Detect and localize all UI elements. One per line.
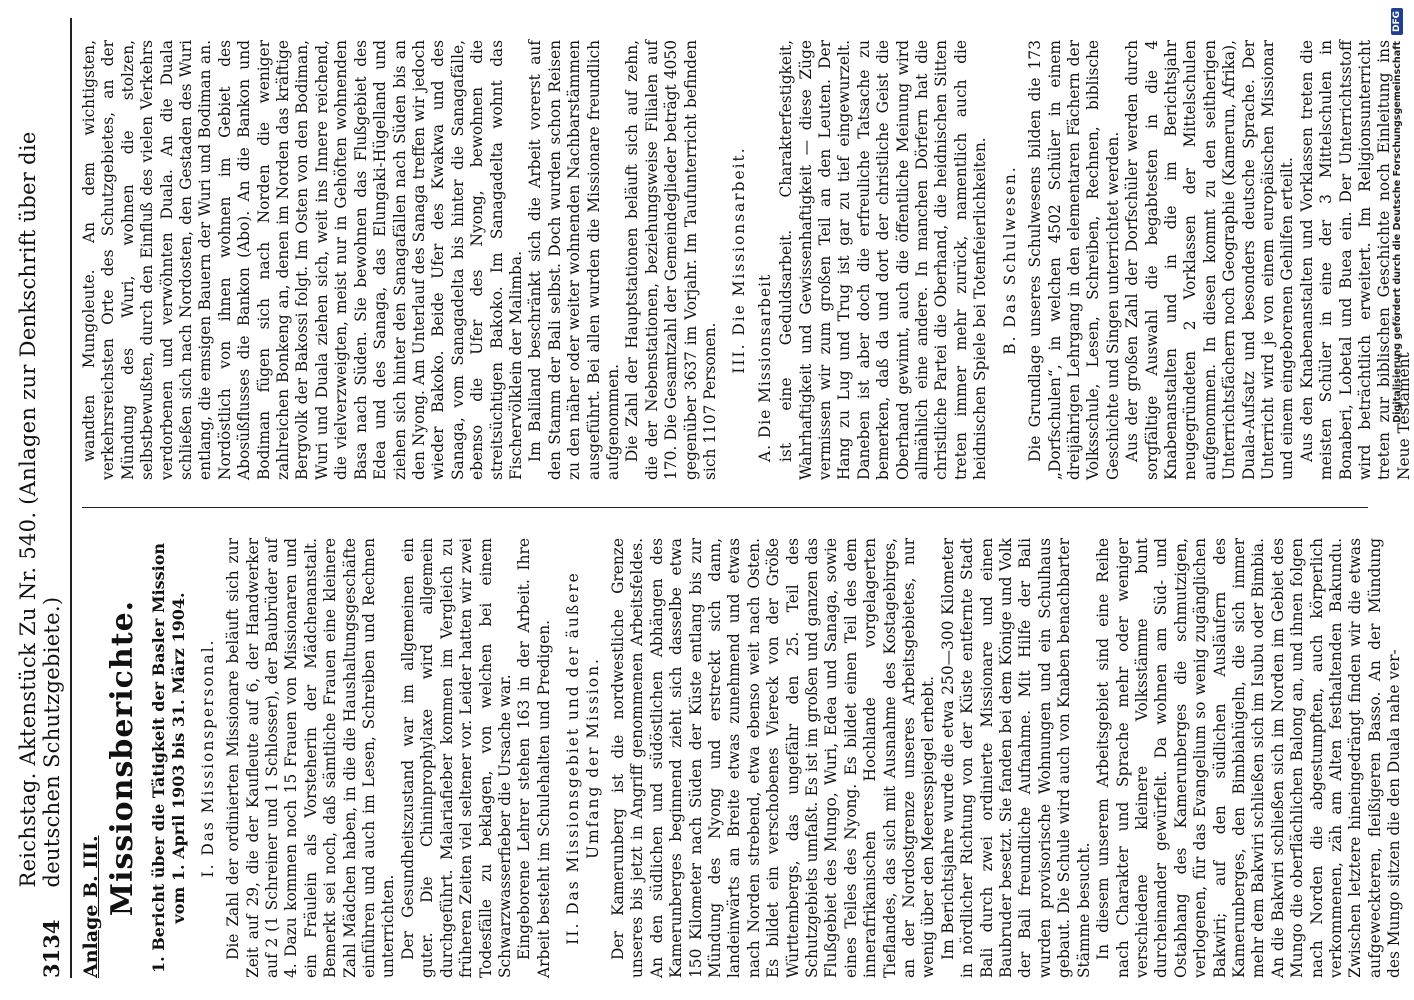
page-header — [18, 18, 64, 978]
paragraph: Im Baliland beschränkt sich die Arbeit vorerst auf den Stamm der Bali selbst. Doch wurden schon Reisen zu den näher oder weiter wohnenden Nachbarstämmen ausgeführt. Bei allen wurden die Missionare freundlich aufgenommen. — [526, 40, 622, 480]
paragraph: Im Berichtsjahre wurde die etwa 250—300 Kilometer in nördlicher Richtung von der Küste entfernte Stadt Bali durch zwei ordinierte Missionare und einen Baubruder besetzt. Sie fanden bei dem Könige und Volk der Bali freundliche Aufnahme. Mit Hilfe der Bali wurden provisorische Wohnungen und ein Schulhaus gebaut. Die Schule wird auch von Knaben benachbarter Stämme besucht. — [938, 538, 1093, 978]
paragraph: Aus den Knabenanstalten und Vorklassen treten die meisten Schüler in eine der 3 Mittelschulen in Bonaberi, Lobetal und Buea ein. Der Unterrichtsstoff wird beträchtlich erweitert. Im Religionsunterricht treten zur biblischen Geschichte noch Einleitung ins Neue Testament — [1297, 40, 1413, 480]
paragraph: Die Grundlage unseres Schulwesens bilden die 173 „Dorfschulen“, in welchen 4502 Schüler in einem dreijährigen Lehrgang in den elementaren Fächern der Volksschule, Lesen, Schreiben, Rechnen, biblische Geschichte und Singen unterrichtet werden. — [1026, 40, 1122, 480]
digitization-sidebar — [1386, 8, 1408, 992]
report-title: 1. Bericht über die Tätigkeit der Basler Mission vom 1. April 1903 bis 31. März 1904. — [148, 542, 188, 974]
header-rule — [70, 18, 72, 978]
column-divider — [82, 507, 1368, 508]
section-heading: I. Das Missionspersonal. — [198, 638, 217, 878]
paragraph: Der Gesundheitszustand war im allgemeinen ein guter. Die Chininprophylaxe wird allgemein durchgeführt. Malariafieber kommen im Vergleich zu früheren Zeiten viel seltener vor. Leider hatten wir zwei Todesfälle zu beklagen, von welchen bei einem Schwarzwasserfieber die Ursache war. — [398, 538, 514, 978]
section-heading: II. Das Missionsgebiet und der äußere Umfang der Mission. — [564, 571, 602, 945]
dfg-logo: DFG — [1391, 8, 1403, 35]
paragraph: ist eine Geduldsarbeit. Charakterfestigkeit, Wahrhaftigkeit und Gewissenhaftigkeit — diese Züge vermissen wir zum großen Teil an den Leuten. Der Hang zu Lug und Trug ist gar zu tief eingewurzelt. Daneben ist aber doch die erfreuliche Tatsache zu bemerken, daß da und dort der christliche Geist die Oberhand gewinnt, auch die öffentliche Meinung wird allmählich eine andere. In manchen Dörfern hat die christliche Partei die Oberhand, die heidnischen Sitten treten immer mehr zurück, namentlich auch die heidnischen Spiele bei Totenfeierlichkeiten. — [777, 40, 990, 480]
paragraph: Der Kamerunberg ist die nordwestliche Grenze unseres bis jetzt in Angriff genommenen Arbeitsfeldes. An den südlichen und südöstlichen Abhängen des Kamerunberges beginnend zieht sich dasselbe etwa 150 Kilometer nach Süden der Küste entlang bis zur Mündung des Nyong und erstreckt sich dann, landeinwärts an Breite etwas zunehmend und etwas nach Norden strebend, etwa ebenso weit nach Osten. Es bildet ein verschobenes Viereck von der Größe Württembergs, das ungefähr den 25. Teil des Schutzgebiets umfaßt. Es ist im großen und ganzen das Flußgebiet des Mungo, Wuri, Edea und Sanaga, sowie eines Teiles des Nyong. Es bildet einen Teil des dem innerafrikanischen Hochlande vorgelagerten Tieflandes, das sich mit Ausnahme des Kostagebirges, an der Nordostgrenze unseres Arbeitsgebietes, nur wenig über den Meeresspiegel erhebt. — [608, 538, 938, 978]
main-title: Missionsberichte. — [105, 599, 141, 917]
paragraph: wandten Mungoleute. An dem wichtigsten, verkehrsreichsten Orte des Schutzgebietes, an der Mündung des Wuri, wohnen die stolzen, selbstbewußten, durch den Einfluß des vielen Verkehrs verdorbenen und verwöhnten Duala. An die Duala schließen sich nach Nordosten, den Gestaden des Wuri entlang, die emsigen Bauern der Wuri und Bodiman an. Nordöstlich von ihnen wohnen im Gebiet des Abosüßflusses die Bankon (Abo). An die Bankon und Bodiman fügen sich nach Norden die weniger zahlreichen Bonkeng an, denen im Norden das kräftige Bergvolk der Bakossi folgt. Im Osten von den Bodiman, Wuri und Duala ziehen sich, weit ins Innere reichend, die vielverzweigten, meist nur in Gehöften wohnenden Basa nach Süden. Sie bewohnen das Flußgebiet des Edea und des Sanaga, das Elungaki-Hügelland und ziehen sich hinter den Sanagafällen nach Süden bis an den Nyong. Am Unterlauf des Sanaga treffen wir jedoch wieder Bakoko. Beide Ufer des Kwakwa und des Sanaga, vom Sanagadelta bis hinter die Sanagafälle, ebenso die Ufer des Nyong, bewohnen die streitsüchtigen Bakoko. Im Sanagadelta wohnt das Fischervölklein der Malimba. — [80, 40, 525, 480]
paragraph: Die Zahl der Hauptstationen beläuft sich auf zehn, die der Nebenstationen, beziehungsweise Filialen auf 170. Die Gesamtzahl der Gemeindeglieder beträgt 4050 gegenüber 3637 im Vorjahr. Im Taufunterricht befinden sich 1107 Personen. — [623, 40, 719, 480]
subsection-heading: A. Die Missionsarbeit — [755, 273, 774, 462]
paragraph: Aus der großen Zahl der Dorfschüler werden durch sorgfältige Auswahl die begabtesten in die 4 Knabenanstalten und in die im Berichtsjahr neugegründeten 2 Vorklassen der Mittelschulen aufgenommen. In diesen kommt zu den seitherigen Unterrichtsfächern noch Geographie (Kamerun, Afrika), Duala-Aufsatz und besonders deutsche Sprache. Der Unterricht wird je von einem europäischen Missionar und einem eingeborenen Gehilfen erteilt. — [1123, 40, 1297, 480]
page-number: 3134 — [39, 919, 64, 978]
left-column — [80, 538, 1404, 978]
digitization-credit: Digitalisierung gefördert durch die Deutsche Forschungsgemeinschaft — [1391, 41, 1403, 423]
section-heading: III. Die Missionsarbeit. — [730, 146, 749, 374]
subsection-heading: B. Das Schulwesen. — [1000, 165, 1019, 355]
paragraph: Eingeborene Lehrer stehen 163 in der Arbeit. Ihre Arbeit besteht im Schulehalten und Predigen. — [515, 538, 553, 978]
paragraph: Die Zahl der ordinierten Missionare beläuft sich zur Zeit auf 29, die der Kaufleute auf 6, der Handwerker auf 2 (1 Schreiner und 1 Schlosser), der Baubrüder auf 4. Dazu kommen noch 15 Frauen von Missionaren und ein Fräulein als Vorsteherin der Mädchenanstalt. Bemerkt sei noch, daß sämtliche Frauen eine kleinere Zahl Mädchen haben, in die die Haushaltungsgeschäfte einführen und auch im Lesen, Schreiben und Rechnen unterrichten. — [224, 538, 398, 978]
paragraph: In diesem unserem Arbeitsgebiet sind eine Reihe nach Charakter und Sprache mehr oder weniger verschiedene kleinere Volksstämme bunt durcheinander gewürfelt. Da wohnen am Süd- und Ostabhang des Kamerunberges die schmutzigen, verlogenen, für das Evangelium so wenig zugänglichen Bakwiri; auf den südlichen Ausläufern des Kamerunberges, den Bimbiahügeln, die sich immer mehr dem Bakwiri schließen sich im Isubu oder Bimbia. An die Bakwiri schließen sich im Norden im Gebiet des Mungo die oberflächlichen Balong an, und ihnen folgen nach Norden die abgestumpften, auch körperlich verkommenen, zäh am Alten festhaltenden Bakundu. Zwischen letztere hineingedrängt finden wir die etwas aufgeweckteren, fleißigeren Basso. An der Mündung des Mungo sitzen die den Duala nahe ver- — [1094, 538, 1404, 978]
anlage-heading: Anlage B. III. — [80, 835, 102, 978]
running-title: Reichstag. Aktenstück Zu Nr. 540. (Anlagen zur Denkschrift über die deutschen Schutzgebiete.) — [16, 131, 64, 888]
